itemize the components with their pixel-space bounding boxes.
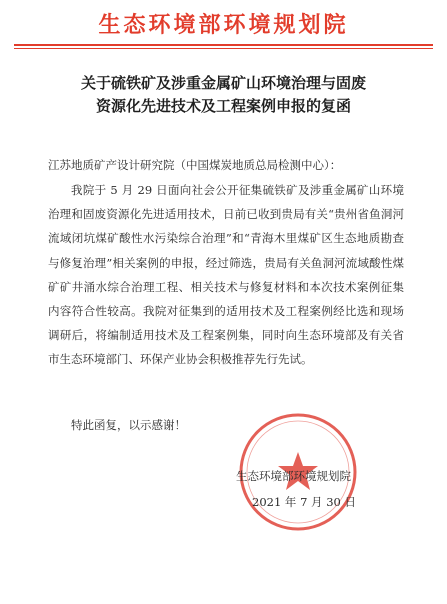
body-paragraph: 我院于 5 月 29 日面向社会公开征集硫铁矿及涉重金属矿山环境治理和固废资源化先进适用技术，日前已收到贵局有关“贵州省鱼洞河流域闭坑煤矿酸性水污染综合治理”和“青海木里煤矿区生态地质勘查与修复治理”相关案例的申报，经过筛选，贵局有关鱼洞河流域酸性煤矿矿井涌水综合治理工程、相关技术与修复材料和本次技术案例征集内容符合性较高。我院对征集到的适用技术及工程案例经比选和现场调研后，将编制适用技术及工程案例集，同时向生态环境部及有关省市生态环境部门、环保产业协会积极推荐先行先试。: [48, 183, 404, 367]
document-title: [30, 72, 417, 118]
addressee: 江苏地质矿产设计研究院（中国煤炭地质总局检测中心）：: [48, 158, 342, 172]
signature-date: 2021 年 7 月 30 日: [252, 495, 356, 509]
letterhead-rule-thin: [14, 48, 433, 49]
letterhead-title: 生态环境部环境规划院: [98, 13, 349, 38]
signature-organization: 生态环境部环境规划院: [236, 469, 351, 483]
document-title-line-1: 关于硫铁矿及涉重金属矿山环境治理与固废: [80, 74, 366, 92]
letterhead-rule-thick: [14, 44, 433, 46]
document-title-line-2: 资源化先进技术及工程案例申报的复函: [95, 97, 351, 115]
closing-line: 特此函复，以示感谢！: [71, 418, 186, 432]
